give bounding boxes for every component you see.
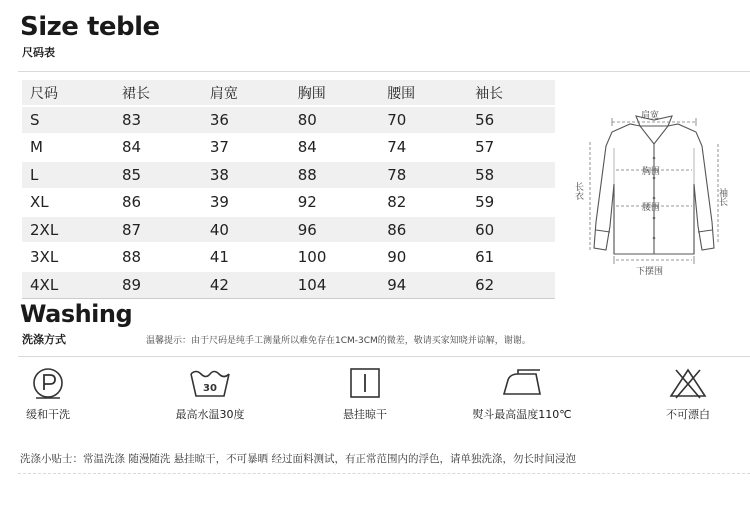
size-cell: XL bbox=[22, 189, 114, 216]
size-cell: S bbox=[22, 106, 114, 133]
shirt-diagram bbox=[570, 104, 738, 280]
divider bbox=[18, 473, 750, 474]
measure-cell: 80 bbox=[290, 106, 379, 133]
measure-cell: 78 bbox=[379, 161, 467, 188]
measure-cell: 37 bbox=[202, 134, 290, 161]
size-cell: L bbox=[22, 161, 114, 188]
column-header: 尺码 bbox=[22, 79, 114, 106]
size-cell: M bbox=[22, 134, 114, 161]
column-header: 腰围 bbox=[379, 79, 467, 106]
measure-cell: 74 bbox=[379, 134, 467, 161]
table-row bbox=[22, 106, 555, 133]
care-item bbox=[462, 366, 582, 422]
measure-cell: 84 bbox=[290, 134, 379, 161]
table-row bbox=[22, 189, 555, 216]
chest-label: 胸围 bbox=[642, 167, 661, 177]
measure-cell: 58 bbox=[467, 161, 555, 188]
measure-cell: 87 bbox=[114, 216, 202, 243]
page-subtitle: 尺码表 bbox=[22, 46, 55, 59]
washing-subtitle: 洗涤方式 bbox=[22, 333, 66, 346]
measure-cell: 41 bbox=[202, 243, 290, 270]
dry-clean-p-icon bbox=[30, 366, 66, 400]
divider bbox=[18, 71, 750, 72]
measure-cell: 39 bbox=[202, 189, 290, 216]
measure-cell: 70 bbox=[379, 106, 467, 133]
measure-cell: 94 bbox=[379, 271, 467, 298]
size-notice: 温馨提示：由于尺码是纯手工测量所以难免存在1CM-3CM的微差，敬请买家知晓并谅解，谢谢。 bbox=[146, 336, 531, 346]
table-row bbox=[22, 216, 555, 243]
size-cell: 2XL bbox=[22, 216, 114, 243]
care-label: 悬挂晾干 bbox=[343, 408, 387, 421]
measure-cell: 88 bbox=[114, 243, 202, 270]
measure-cell: 42 bbox=[202, 271, 290, 298]
care-label: 不可漂白 bbox=[666, 408, 710, 421]
measure-cell: 104 bbox=[290, 271, 379, 298]
table-row bbox=[22, 271, 555, 298]
measure-cell: 89 bbox=[114, 271, 202, 298]
care-item bbox=[305, 366, 425, 422]
measure-cell: 88 bbox=[290, 161, 379, 188]
no-bleach-icon bbox=[668, 366, 708, 400]
care-item bbox=[628, 366, 748, 422]
column-header: 胸围 bbox=[290, 79, 379, 106]
measure-cell: 56 bbox=[467, 106, 555, 133]
table-row bbox=[22, 243, 555, 270]
washing-tip: 洗涤小贴士：常温洗涤 随漫随洗 悬挂晾干，不可暴晒 经过面料测试，有正常范围内的浮色，请单独洗涤，勿长时间浸泡 bbox=[20, 453, 577, 465]
wash-30-icon bbox=[188, 366, 232, 400]
care-label: 缓和干洗 bbox=[26, 408, 70, 421]
column-header: 肩宽 bbox=[202, 79, 290, 106]
table-row bbox=[22, 134, 555, 161]
measure-cell: 96 bbox=[290, 216, 379, 243]
measure-cell: 36 bbox=[202, 106, 290, 133]
measure-cell: 61 bbox=[467, 243, 555, 270]
column-header: 袖长 bbox=[467, 79, 555, 106]
measure-cell: 38 bbox=[202, 161, 290, 188]
column-header: 裙长 bbox=[114, 79, 202, 106]
washing-title: Washing bbox=[20, 300, 133, 328]
measure-cell: 92 bbox=[290, 189, 379, 216]
waist-label: 腰围 bbox=[642, 203, 661, 213]
divider bbox=[18, 356, 750, 357]
page-title: Size teble bbox=[20, 12, 160, 42]
measure-cell: 83 bbox=[114, 106, 202, 133]
size-cell: 4XL bbox=[22, 271, 114, 298]
size-table bbox=[22, 78, 555, 299]
measure-cell: 86 bbox=[379, 216, 467, 243]
table-header-row bbox=[22, 79, 555, 106]
measure-cell: 60 bbox=[467, 216, 555, 243]
hang-dry-icon bbox=[348, 366, 382, 400]
care-label: 最高水温30度 bbox=[175, 408, 245, 421]
measure-cell: 90 bbox=[379, 243, 467, 270]
table-row bbox=[22, 161, 555, 188]
length-label: 长衣 bbox=[573, 182, 583, 200]
iron-icon bbox=[500, 366, 544, 400]
size-cell: 3XL bbox=[22, 243, 114, 270]
care-item bbox=[0, 366, 108, 422]
measure-cell: 100 bbox=[290, 243, 379, 270]
measure-cell: 62 bbox=[467, 271, 555, 298]
measure-cell: 59 bbox=[467, 189, 555, 216]
sleeve-label: 袖长 bbox=[717, 188, 727, 206]
care-item bbox=[150, 366, 270, 422]
hem-label: 下摆围 bbox=[636, 267, 664, 277]
care-label: 熨斗最高温度110℃ bbox=[472, 408, 572, 421]
measure-cell: 85 bbox=[114, 161, 202, 188]
wash-temp: 30 bbox=[203, 383, 217, 394]
measure-cell: 82 bbox=[379, 189, 467, 216]
measure-cell: 57 bbox=[467, 134, 555, 161]
shoulder-label: 肩宽 bbox=[641, 111, 660, 121]
measure-cell: 40 bbox=[202, 216, 290, 243]
measure-cell: 86 bbox=[114, 189, 202, 216]
measure-cell: 84 bbox=[114, 134, 202, 161]
